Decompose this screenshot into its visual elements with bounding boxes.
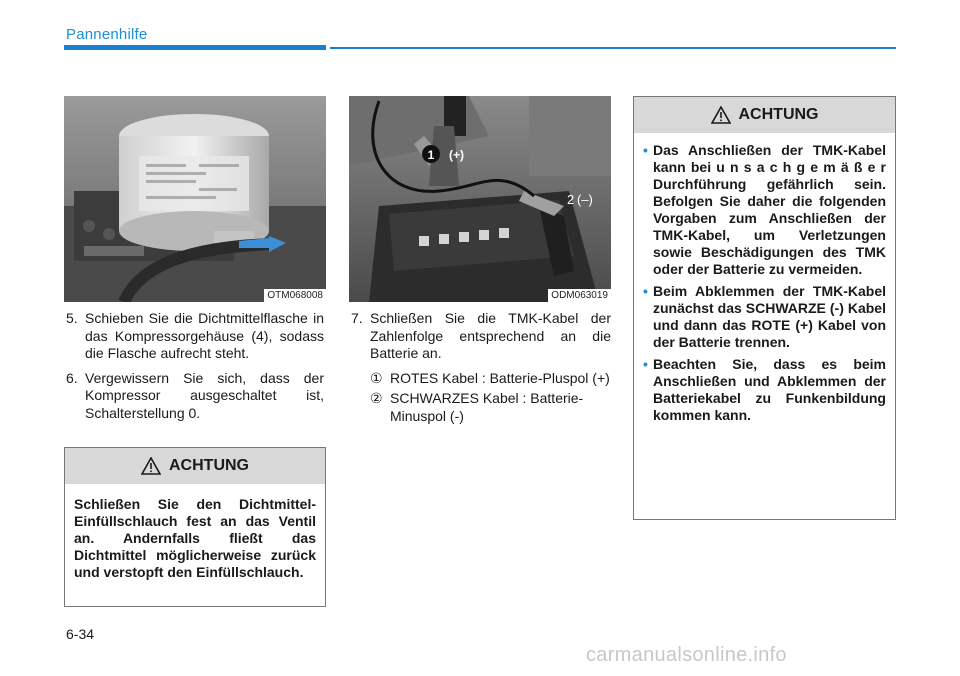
warning-header (634, 97, 895, 133)
battery-photo (349, 96, 611, 302)
compressor-photo (64, 96, 326, 302)
step-number: 7. (351, 310, 363, 326)
bullet-text: Das Anschließen der TMK-Kabel kann bei u n s a c h g e m ä ß e r Durchführung gefährlich sein. Befolgen Sie daher die folgenden Vorgaben zum Anschließen der TMK-Kabel, um Verletzungen sowie Beschädigungen des TMK oder der Batterie zu vermeiden. (653, 142, 886, 277)
warning-title: ACHTUNG (738, 106, 819, 123)
bullet-text: Beim Abklemmen der TMK-Kabel zunächst das SCHWARZE (-) Kabel und dann das ROTE (+) Kabel von der Batterie trennen. (653, 283, 886, 350)
substep-text: SCHWARZES Kabel : Batterie-Minuspol (-) (390, 390, 584, 424)
bullet-dot-icon: • (643, 142, 648, 158)
substep-item (370, 370, 611, 388)
warning-bullet (643, 356, 886, 424)
watermark: carmanualsonline.info (586, 644, 787, 666)
substep-marker: ① (370, 369, 383, 386)
substep-item (370, 390, 611, 425)
figure-code: OTM068008 (264, 289, 326, 302)
step-text: Vergewissern Sie sich, dass der Kompressor ausgeschaltet ist, Schalterstellung 0. (85, 369, 324, 421)
step-number: 6. (66, 369, 78, 386)
bullet-dot-icon: • (643, 356, 648, 372)
instructions-left (66, 310, 324, 429)
page-number: 6-34 (66, 626, 95, 642)
warning-bullet (643, 283, 886, 351)
warning-text: Schließen Sie den Dichtmittel-Einfüllschlauch fest an das Ventil an. Andernfalls fließt das Dichtmittel möglicherweise zurück und verstopft den Einfüllschlauch. (74, 496, 316, 580)
step-number: 5. (66, 310, 78, 326)
callout-2-sign: (–) (577, 192, 593, 207)
warning-bullets (634, 133, 895, 424)
warning-title: ACHTUNG (169, 457, 249, 474)
bullet-dot-icon: • (643, 283, 648, 299)
warning-triangle-icon (711, 106, 731, 124)
callout-1-sign: (+) (449, 148, 464, 162)
callout-1: 1 (427, 148, 435, 162)
step-text: Schließen Sie die TMK-Kabel der Zahlenfolge entsprechend an die Batterie an. (370, 310, 611, 361)
warning-bullet (643, 142, 886, 278)
warning-box-left (64, 447, 326, 607)
bullet-text: Beachten Sie, dass es beim Anschließen und Abklemmen der Batteriekabel zu Funkenbildung kommen kann. (653, 356, 886, 423)
header-rule-thick (64, 45, 326, 50)
header-rule-thin (330, 47, 896, 49)
figure-code: ODM063019 (548, 289, 611, 302)
warning-box-right (633, 96, 896, 520)
callout-2: 2 (567, 192, 575, 207)
warning-triangle-icon (141, 457, 161, 475)
step-item (66, 310, 324, 363)
substep-text: ROTES Kabel : Batterie-Pluspol (+) (390, 369, 610, 386)
step-item (66, 370, 324, 423)
instructions-middle (351, 310, 611, 428)
section-title: Pannenhilfe (66, 26, 148, 43)
step-item (351, 310, 611, 363)
step-text: Schieben Sie die Dichtmittelflasche in das Kompressorgehäuse (4), sodass die Flasche aufrecht steht. (85, 310, 324, 361)
substep-marker: ② (370, 390, 383, 406)
warning-header (65, 448, 325, 484)
